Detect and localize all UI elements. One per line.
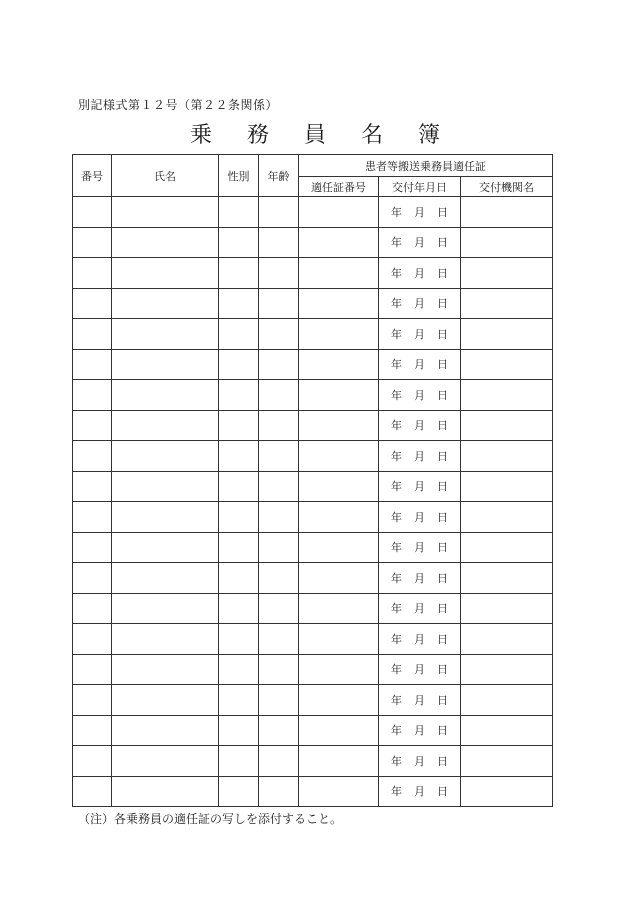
issuing-agency-cell[interactable] [461, 441, 553, 472]
name-cell[interactable] [112, 502, 219, 533]
cert-number-cell[interactable] [299, 227, 379, 258]
issue-date-cell[interactable] [379, 654, 461, 685]
date-year-label: 年 [391, 266, 402, 280]
date-day-label: 日 [437, 419, 448, 433]
date-day-label: 日 [437, 205, 448, 219]
name-cell[interactable] [112, 380, 219, 411]
cert-number-cell[interactable] [299, 380, 379, 411]
date-day-label: 日 [437, 388, 448, 402]
issuing-agency-cell[interactable] [461, 349, 553, 380]
age-cell[interactable] [259, 380, 299, 411]
cert-number-cell[interactable] [299, 410, 379, 441]
gender-cell[interactable] [219, 441, 259, 472]
cert-number-cell[interactable] [299, 563, 379, 594]
date-year-label: 年 [391, 785, 402, 799]
date-year-label: 年 [391, 571, 402, 585]
date-day-label: 日 [437, 663, 448, 677]
gender-cell[interactable] [219, 410, 259, 441]
date-day-label: 日 [437, 541, 448, 555]
header-issuing-agency: 交付機関名 [461, 177, 553, 197]
number-cell[interactable] [73, 288, 112, 319]
issue-date-cell[interactable] [379, 258, 461, 289]
issuing-agency-cell[interactable] [461, 258, 553, 289]
issue-date-cell[interactable] [379, 380, 461, 411]
header-age: 年齢 [259, 155, 299, 197]
issue-date-cell[interactable] [379, 715, 461, 746]
age-cell[interactable] [259, 532, 299, 563]
table-row [73, 410, 553, 441]
number-cell[interactable] [73, 471, 112, 502]
cert-number-cell[interactable] [299, 624, 379, 655]
crew-roster-table [72, 154, 553, 807]
age-cell[interactable] [259, 410, 299, 441]
gender-cell[interactable] [219, 380, 259, 411]
date-day-label: 日 [437, 602, 448, 616]
table-row [73, 349, 553, 380]
name-cell[interactable] [112, 715, 219, 746]
table-row [73, 258, 553, 289]
cert-number-cell[interactable] [299, 258, 379, 289]
name-cell[interactable] [112, 746, 219, 777]
issuing-agency-cell[interactable] [461, 502, 553, 533]
cert-number-cell[interactable] [299, 319, 379, 350]
issue-date-cell[interactable] [379, 624, 461, 655]
number-cell[interactable] [73, 380, 112, 411]
form-identifier: 別記様式第１２号（第２２条関係） [78, 98, 279, 112]
cert-number-cell[interactable] [299, 654, 379, 685]
age-cell[interactable] [259, 624, 299, 655]
date-day-label: 日 [437, 785, 448, 799]
date-day-label: 日 [437, 510, 448, 524]
issuing-agency-cell[interactable] [461, 532, 553, 563]
age-cell[interactable] [259, 319, 299, 350]
number-cell[interactable] [73, 349, 112, 380]
age-cell[interactable] [259, 593, 299, 624]
date-year-label: 年 [391, 449, 402, 463]
date-month-label: 月 [414, 541, 425, 555]
table-row [73, 776, 553, 807]
table-row [73, 624, 553, 655]
issue-date-cell[interactable] [379, 532, 461, 563]
cert-number-cell[interactable] [299, 349, 379, 380]
date-day-label: 日 [437, 632, 448, 646]
number-cell[interactable] [73, 410, 112, 441]
date-month-label: 月 [414, 449, 425, 463]
age-cell[interactable] [259, 197, 299, 228]
date-year-label: 年 [391, 480, 402, 494]
gender-cell[interactable] [219, 319, 259, 350]
name-cell[interactable] [112, 441, 219, 472]
age-cell[interactable] [259, 715, 299, 746]
table-row [73, 502, 553, 533]
table-row [73, 746, 553, 777]
table-row [73, 715, 553, 746]
issuing-agency-cell[interactable] [461, 654, 553, 685]
date-day-label: 日 [437, 358, 448, 372]
name-cell[interactable] [112, 532, 219, 563]
header-number: 番号 [73, 155, 112, 197]
gender-cell[interactable] [219, 227, 259, 258]
date-year-label: 年 [391, 602, 402, 616]
header-name: 氏名 [112, 155, 219, 197]
age-cell[interactable] [259, 654, 299, 685]
table-row [73, 471, 553, 502]
name-cell[interactable] [112, 349, 219, 380]
gender-cell[interactable] [219, 746, 259, 777]
name-cell[interactable] [112, 654, 219, 685]
cert-number-cell[interactable] [299, 746, 379, 777]
header-certificate-group: 患者等搬送乗務員適任証 [299, 155, 553, 177]
date-day-label: 日 [437, 724, 448, 738]
gender-cell[interactable] [219, 685, 259, 716]
date-day-label: 日 [437, 571, 448, 585]
gender-cell[interactable] [219, 502, 259, 533]
name-cell[interactable] [112, 624, 219, 655]
footnote: （注）各乗務員の適任証の写しを添付すること。 [78, 812, 343, 826]
table-row [73, 532, 553, 563]
issuing-agency-cell[interactable] [461, 624, 553, 655]
date-month-label: 月 [414, 480, 425, 494]
date-day-label: 日 [437, 754, 448, 768]
date-year-label: 年 [391, 754, 402, 768]
issuing-agency-cell[interactable] [461, 563, 553, 594]
table-row [73, 685, 553, 716]
gender-cell[interactable] [219, 471, 259, 502]
issuing-agency-cell[interactable] [461, 410, 553, 441]
date-year-label: 年 [391, 327, 402, 341]
header-cert-number: 適任証番号 [299, 177, 379, 197]
date-month-label: 月 [414, 785, 425, 799]
gender-cell[interactable] [219, 563, 259, 594]
date-month-label: 月 [414, 571, 425, 585]
date-month-label: 月 [414, 419, 425, 433]
table-row [73, 563, 553, 594]
date-year-label: 年 [391, 297, 402, 311]
name-cell[interactable] [112, 471, 219, 502]
table-row [73, 319, 553, 350]
age-cell[interactable] [259, 288, 299, 319]
issuing-agency-cell[interactable] [461, 471, 553, 502]
name-cell[interactable] [112, 288, 219, 319]
number-cell[interactable] [73, 685, 112, 716]
number-cell[interactable] [73, 227, 112, 258]
number-cell[interactable] [73, 532, 112, 563]
date-day-label: 日 [437, 480, 448, 494]
issuing-agency-cell[interactable] [461, 715, 553, 746]
number-cell[interactable] [73, 563, 112, 594]
date-year-label: 年 [391, 724, 402, 738]
age-cell[interactable] [259, 563, 299, 594]
issue-date-cell[interactable] [379, 227, 461, 258]
date-month-label: 月 [414, 327, 425, 341]
gender-cell[interactable] [219, 258, 259, 289]
table-row [73, 197, 553, 228]
number-cell[interactable] [73, 746, 112, 777]
cert-number-cell[interactable] [299, 776, 379, 807]
age-cell[interactable] [259, 258, 299, 289]
issue-date-cell[interactable] [379, 410, 461, 441]
age-cell[interactable] [259, 502, 299, 533]
date-year-label: 年 [391, 205, 402, 219]
cert-number-cell[interactable] [299, 471, 379, 502]
date-year-label: 年 [391, 693, 402, 707]
name-cell[interactable] [112, 227, 219, 258]
gender-cell[interactable] [219, 197, 259, 228]
date-month-label: 月 [414, 236, 425, 250]
issue-date-cell[interactable] [379, 685, 461, 716]
date-month-label: 月 [414, 693, 425, 707]
issue-date-cell[interactable] [379, 288, 461, 319]
issue-date-cell[interactable] [379, 197, 461, 228]
table-row [73, 441, 553, 472]
number-cell[interactable] [73, 441, 112, 472]
issuing-agency-cell[interactable] [461, 319, 553, 350]
number-cell[interactable] [73, 624, 112, 655]
date-month-label: 月 [414, 663, 425, 677]
gender-cell[interactable] [219, 624, 259, 655]
age-cell[interactable] [259, 746, 299, 777]
age-cell[interactable] [259, 685, 299, 716]
cert-number-cell[interactable] [299, 288, 379, 319]
date-day-label: 日 [437, 327, 448, 341]
date-year-label: 年 [391, 632, 402, 646]
date-year-label: 年 [391, 358, 402, 372]
cert-number-cell[interactable] [299, 593, 379, 624]
date-month-label: 月 [414, 388, 425, 402]
date-month-label: 月 [414, 632, 425, 646]
date-year-label: 年 [391, 388, 402, 402]
number-cell[interactable] [73, 258, 112, 289]
cert-number-cell[interactable] [299, 441, 379, 472]
number-cell[interactable] [73, 502, 112, 533]
cert-number-cell[interactable] [299, 685, 379, 716]
age-cell[interactable] [259, 349, 299, 380]
gender-cell[interactable] [219, 349, 259, 380]
issuing-agency-cell[interactable] [461, 685, 553, 716]
number-cell[interactable] [73, 654, 112, 685]
issue-date-cell[interactable] [379, 441, 461, 472]
name-cell[interactable] [112, 319, 219, 350]
issue-date-cell[interactable] [379, 563, 461, 594]
issuing-agency-cell[interactable] [461, 288, 553, 319]
issuing-agency-cell[interactable] [461, 197, 553, 228]
issue-date-cell[interactable] [379, 776, 461, 807]
number-cell[interactable] [73, 593, 112, 624]
date-day-label: 日 [437, 236, 448, 250]
gender-cell[interactable] [219, 593, 259, 624]
number-cell[interactable] [73, 197, 112, 228]
date-month-label: 月 [414, 510, 425, 524]
date-year-label: 年 [391, 419, 402, 433]
date-year-label: 年 [391, 541, 402, 555]
name-cell[interactable] [112, 776, 219, 807]
table-row [73, 288, 553, 319]
gender-cell[interactable] [219, 532, 259, 563]
date-day-label: 日 [437, 297, 448, 311]
name-cell[interactable] [112, 258, 219, 289]
cert-number-cell[interactable] [299, 502, 379, 533]
age-cell[interactable] [259, 471, 299, 502]
issue-date-cell[interactable] [379, 349, 461, 380]
issuing-agency-cell[interactable] [461, 746, 553, 777]
issue-date-cell[interactable] [379, 471, 461, 502]
gender-cell[interactable] [219, 654, 259, 685]
age-cell[interactable] [259, 441, 299, 472]
number-cell[interactable] [73, 715, 112, 746]
age-cell[interactable] [259, 227, 299, 258]
date-month-label: 月 [414, 754, 425, 768]
name-cell[interactable] [112, 593, 219, 624]
roster-body [73, 197, 553, 807]
table-row [73, 380, 553, 411]
date-day-label: 日 [437, 693, 448, 707]
number-cell[interactable] [73, 776, 112, 807]
page-title: 乗 務 員 名 簿 [190, 123, 454, 148]
date-month-label: 月 [414, 297, 425, 311]
date-year-label: 年 [391, 510, 402, 524]
date-month-label: 月 [414, 266, 425, 280]
issuing-agency-cell[interactable] [461, 776, 553, 807]
date-day-label: 日 [437, 266, 448, 280]
date-day-label: 日 [437, 449, 448, 463]
name-cell[interactable] [112, 410, 219, 441]
issuing-agency-cell[interactable] [461, 380, 553, 411]
date-month-label: 月 [414, 205, 425, 219]
name-cell[interactable] [112, 685, 219, 716]
header-issue-date: 交付年月日 [379, 177, 461, 197]
gender-cell[interactable] [219, 776, 259, 807]
number-cell[interactable] [73, 319, 112, 350]
issue-date-cell[interactable] [379, 593, 461, 624]
date-year-label: 年 [391, 663, 402, 677]
gender-cell[interactable] [219, 288, 259, 319]
name-cell[interactable] [112, 563, 219, 594]
cert-number-cell[interactable] [299, 715, 379, 746]
issue-date-cell[interactable] [379, 502, 461, 533]
issuing-agency-cell[interactable] [461, 227, 553, 258]
cert-number-cell[interactable] [299, 197, 379, 228]
gender-cell[interactable] [219, 715, 259, 746]
table-row [73, 227, 553, 258]
name-cell[interactable] [112, 197, 219, 228]
date-month-label: 月 [414, 358, 425, 372]
date-month-label: 月 [414, 602, 425, 616]
table-row [73, 593, 553, 624]
issuing-agency-cell[interactable] [461, 593, 553, 624]
issue-date-cell[interactable] [379, 746, 461, 777]
header-gender: 性別 [219, 155, 259, 197]
cert-number-cell[interactable] [299, 532, 379, 563]
date-month-label: 月 [414, 724, 425, 738]
issue-date-cell[interactable] [379, 319, 461, 350]
date-year-label: 年 [391, 236, 402, 250]
age-cell[interactable] [259, 776, 299, 807]
table-row [73, 654, 553, 685]
